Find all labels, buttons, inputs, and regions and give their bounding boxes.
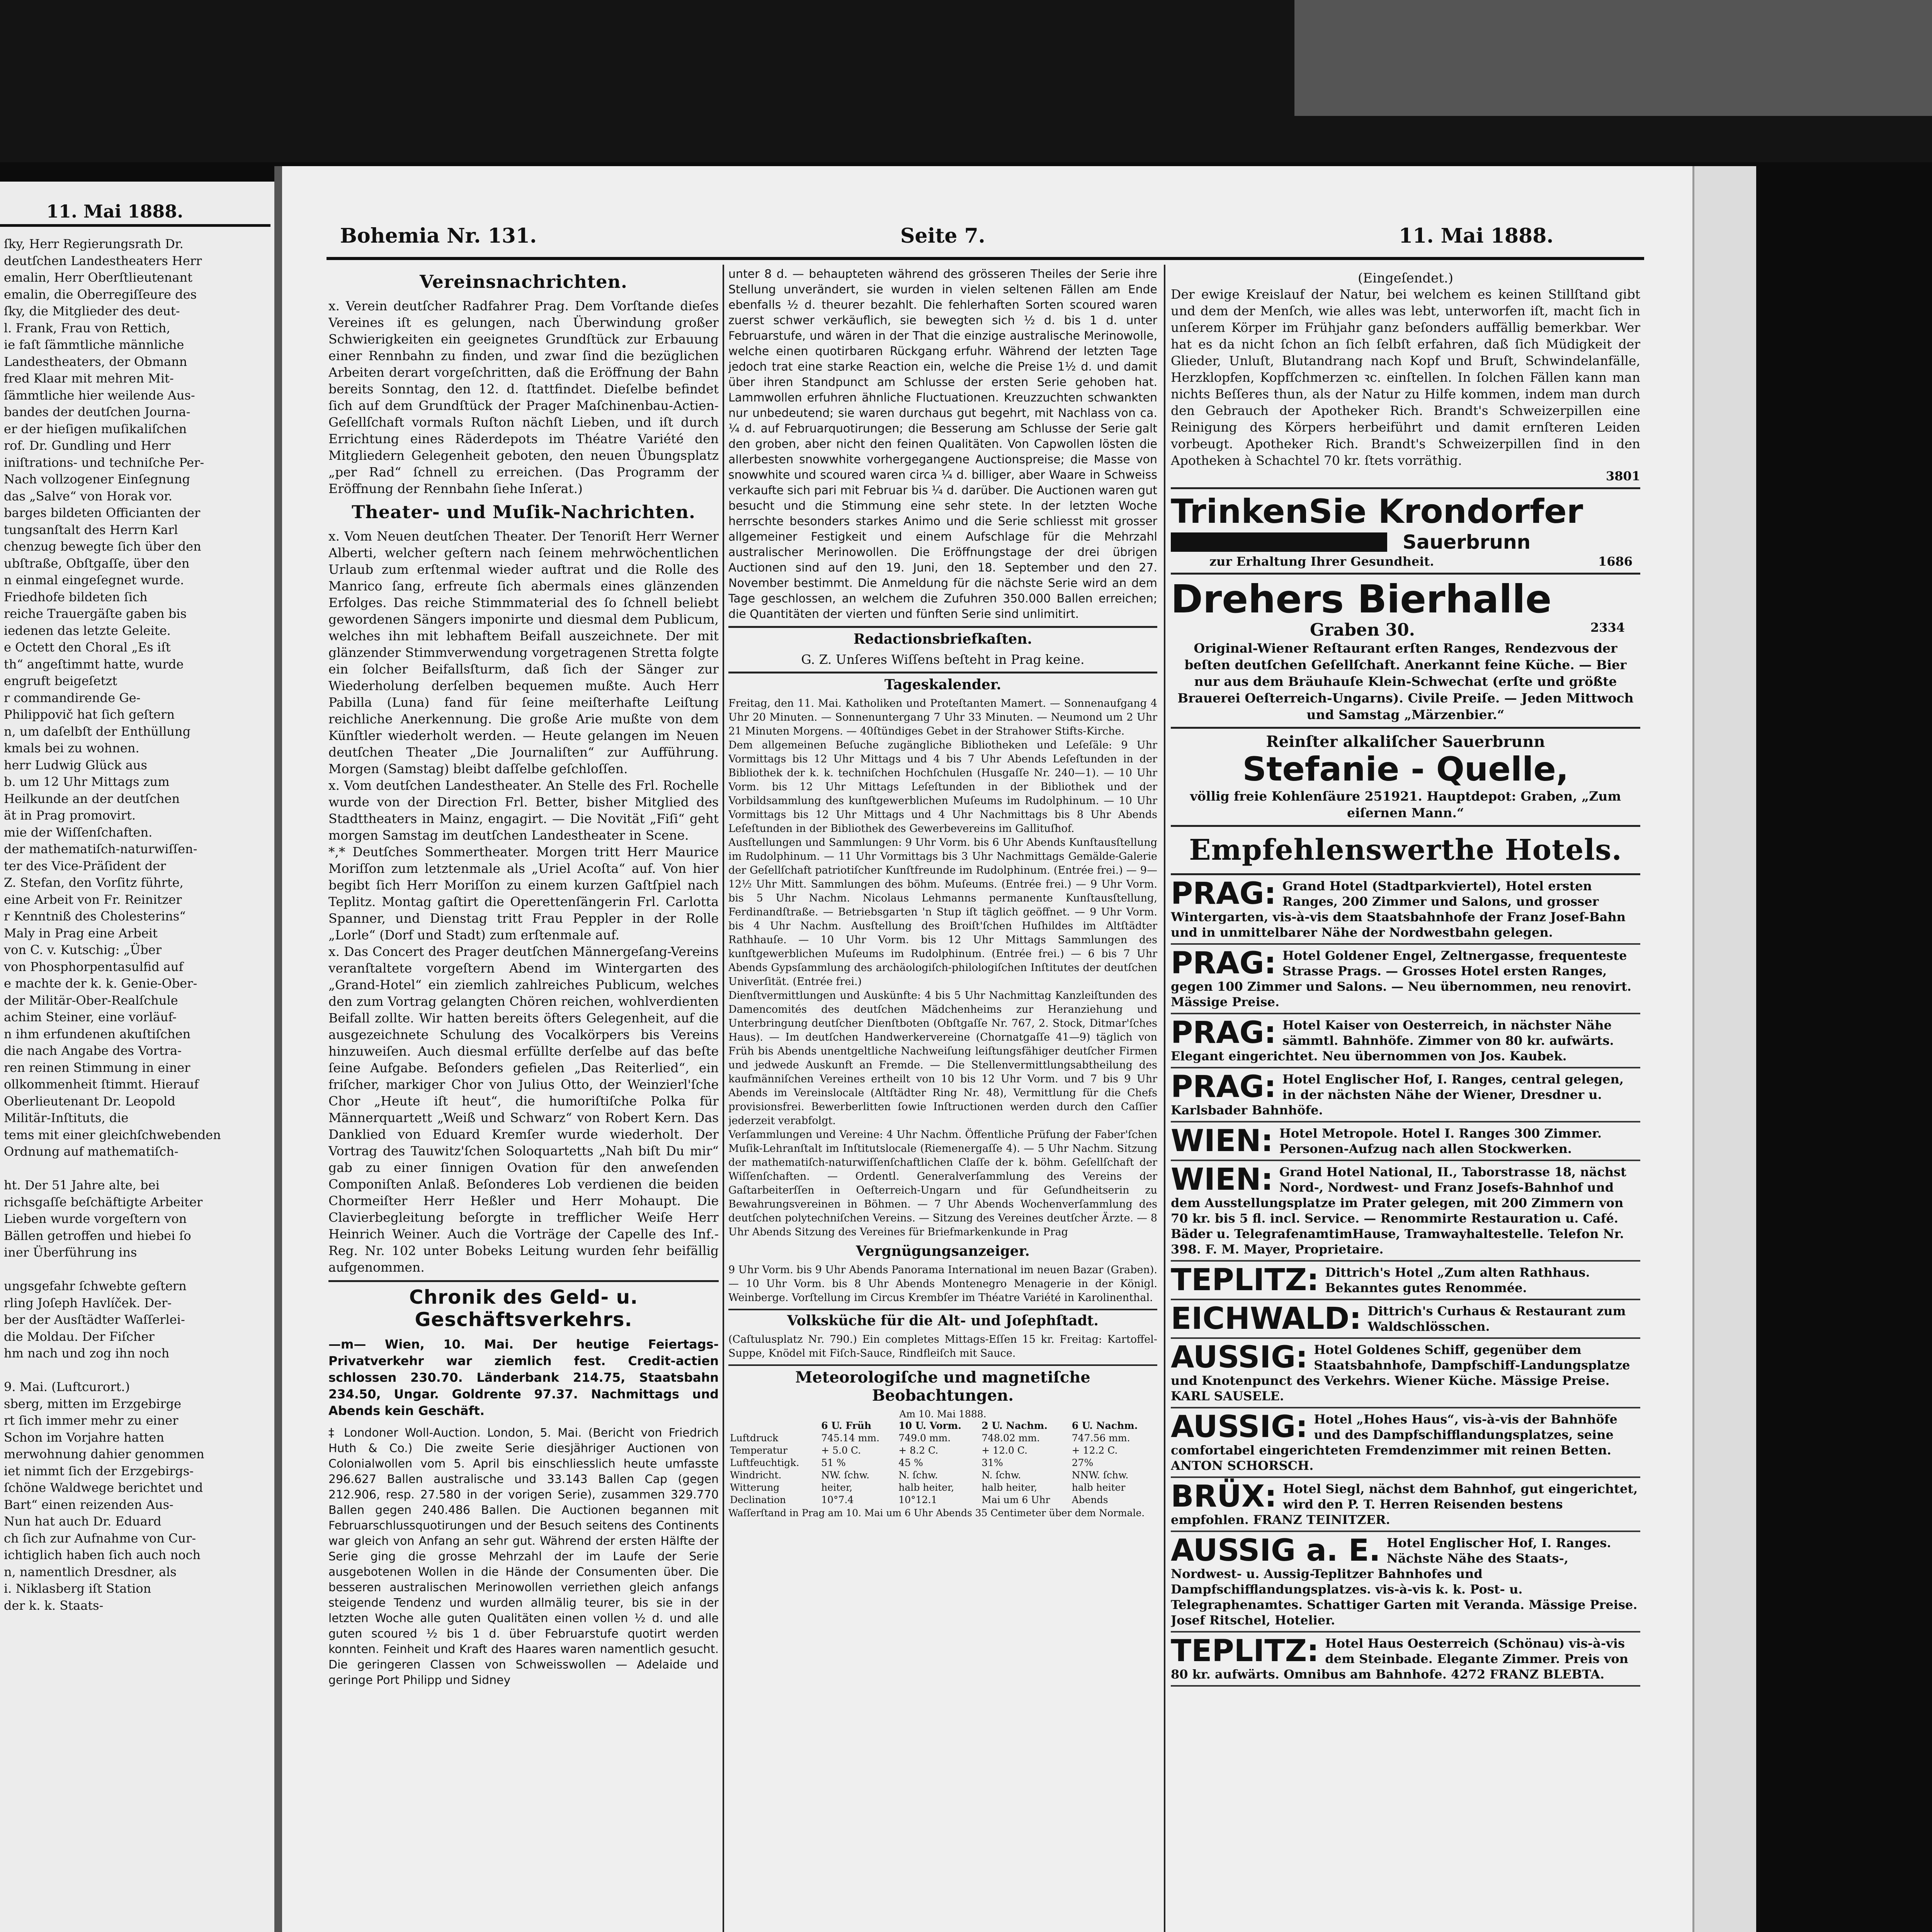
dreher-address: Graben 30. [1310, 620, 1415, 640]
left-page-line: eine Arbeit von Fr. Reinitzer [4, 892, 182, 907]
vereins-article: x. Verein deutſcher Radfahrer Prag. Dem Vorſtande dieſes Vereines iſt es gelungen, nach Überwindung großer Schwierigkeiten ein geeignetes Grundſtück zur Erbauung einer Rennbahn zu finden, und zwar ſind die bezüglichen Arbeiten derart vorgeſchritten, daß die Eröffnung der Bahn bereits Sonntag, den 12. d. ſtattfindet. Dieſelbe befindet ſich auf dem Grundſtück der Prager Maſchinenbau-Actien-Geſellſchaft vormals Ruſton nächſt Lieben, und iſt durch Errichtung eines Räderdepots im Théatre Variété den Mitgliedern Gelegenheit geboten, den neuen Übungsplatz „per Rad“ ſchnell zu erreichen. (Das Programm der Eröffnung der Rennbahn ſiehe Inſerat.) [328, 298, 719, 496]
hotel-city: AUSSIG: [1171, 1340, 1308, 1375]
hotel-city: WIEN: [1171, 1124, 1273, 1158]
left-page-line: iniſtrations- und techniſche Per- [4, 455, 204, 470]
tageskalender-heading: Tageskalender. [728, 672, 1157, 693]
left-page-line: engruft beigeſetzt [4, 673, 117, 688]
left-page-date: 11. Mai 1888. [46, 201, 184, 222]
left-page-line: n ihm erfundenen akuſtiſchen [4, 1026, 191, 1041]
page-edge [1692, 166, 1756, 1932]
krondorfer-tagline: zur Erhaltung Ihrer Gesundheit. [1209, 554, 1434, 569]
left-page-line: Oberlieutenant Dr. Leopold [4, 1094, 175, 1109]
left-page-line: tungsanſtalt des Herrn Karl [4, 522, 178, 537]
left-page-line: mie der Wiſſenſchaften. [4, 825, 153, 840]
hotel-text: Hotel Kaiser von Oesterreich, in nächster Nähe sämmtl. Bahnhöfe. Zimmer von 80 kr. aufwärts. Elegant eingerichtet. Neu übernommen von Jos. Kaubek. [1171, 1018, 1614, 1063]
left-page-line: Z. Stefan, den Vorſitz führte, [4, 875, 184, 890]
hotel-listing [1171, 1262, 1640, 1300]
hotel-listing [1171, 1339, 1640, 1408]
scan-light-patch [1294, 0, 1932, 116]
left-page-line [4, 1261, 267, 1278]
left-page-line: ren reinen Stimmung in einer [4, 1060, 190, 1075]
header-rule [327, 257, 1644, 260]
meteo-cell: Luftdruck [730, 1432, 779, 1444]
left-page-line: die nach Angabe des Vortra- [4, 1043, 182, 1058]
left-page-line: iner Überführung ins [4, 1245, 137, 1260]
meteo-cell: halb heiter, [981, 1482, 1037, 1493]
hotel-text: Dittrich's Hotel „Zum alten Rathhaus. Bekanntes gutes Renommée. [1325, 1265, 1590, 1295]
left-page-line: deutſchen Landestheaters Herr [4, 253, 202, 268]
hotel-city: AUSSIG a. E. [1171, 1533, 1381, 1568]
meteo-cell: N. ſchw. [898, 1469, 938, 1481]
meteo-row [728, 1469, 1157, 1481]
meteo-cell: Witterung [730, 1482, 780, 1493]
hotel-text: Hotel Englischer Hof, I. Ranges, central gelegen, in der nächsten Nähe der Wiener, Dresdner u. Karlsbader Bahnhöfe. [1171, 1072, 1624, 1117]
meteo-cell: NW. ſchw. [821, 1469, 870, 1481]
left-page-line: Bällen getroffen und hiebei ſo [4, 1228, 191, 1243]
left-page-line: rling Joſeph Havlíček. Der- [4, 1295, 172, 1310]
tageskalender-text: Freitag, den 11. Mai. Katholiken und Proteſtanten Mamert. — Sonnenaufgang 4 Uhr 20 Minuten. — Sonnenuntergang 7 Uhr 33 Minuten. — Neumond um 2 Uhr 21 Minuten Morgens. — 40ſtündiges Gebet in der Strahower Stifts-Kirche. [728, 697, 1157, 737]
left-page-line: rt ſich immer mehr zu einer [4, 1413, 179, 1428]
meteo-row [728, 1432, 1157, 1444]
volkskueche-text: (Caſtulusplatz Nr. 790.) Ein completes Mittags-Eſſen 15 kr. Freitag: Kartoffel-Suppe, Knödel mit Fiſch-Sauce, Rindfleiſch mit Sauce. [728, 1333, 1157, 1359]
left-page-line: ungsgefahr ſchwebte geſtern [4, 1279, 187, 1293]
eingesendet-number: 3801 [1605, 469, 1640, 483]
concert-article: x. Das Concert des Prager deutſchen Männergeſang-Vereins veranſtaltete vorgeſtern Abend im Wintergarten des „Grand-Hotel“ ein ziemlich zahlreiches Publicum, welches den zum Vortrag gelangten Chören reichen, wohlverdienten Beifall zollte. Wir hatten bereits öfters Gelegenheit, auf die ausgezeichnete Schulung des Vocalkörpers bis Vereins hinzuweiſen. Auch diesmal erfüllte derſelbe auf das beſte ſeine Aufgabe. Beſonders gefielen „Das Reiterlied“, ein friſcher, markiger Chor von Julius Otto, der Weinzierl'ſche Chor „Heute iſt heut“, die humoriſtiſche Polka für Männerquartett „Weiß und Schwarz“ von Robert Kern. Das Danklied von Eduard Kremſer wurde wiederholt. Der Vortrag des Tauwitz'ſchen Soloquartetts „Nah biſt Du mir“ gab zu einer ſinnigen Ovation für den anweſenden Componiſten Anlaß. Beſonderes Lob verdienen die beiden Chormeiſter Herr Heßler und Herr Mohaupt. Die Clavierbegleitung beſorgte in trefflicher Weiſe Herr Heinrich Weiner. Auch die Vorträge der Capelle des Inf.-Reg. Nr. 102 unter Bobeks Leitung wurden ſehr beifällig aufgenommen. [328, 944, 719, 1275]
left-page-line: Nach vollzogener Einſegnung [4, 472, 190, 486]
meteo-cell: 749.0 mm. [898, 1432, 951, 1444]
meteo-row [728, 1494, 1157, 1506]
hotel-text: Grand Hotel (Stadtparkviertel), Hotel ersten Ranges, 200 Zimmer und Salons, und grosser Wintergarten, vis-à-vis dem Staatsbahnhofe der Franz Josef-Bahn und in unmittelbarer Nähe der Nordwestbahn gelegen. [1171, 879, 1626, 940]
krondorfer-logo-bar [1171, 532, 1387, 552]
volkskueche-heading: Volksküche für die Alt- und Joſephſtadt. [728, 1309, 1157, 1329]
hotel-city: PRAG: [1171, 1070, 1276, 1104]
left-page-line: ubſtraße, Obſtgaſſe, über den [4, 556, 190, 571]
stefanie-text: völlig freie Kohlenſäure 251921. Hauptdepot: Graben, „Zum eiſernen Mann.“ [1190, 789, 1621, 820]
meteo-cell: 27% [1071, 1457, 1094, 1468]
left-page-line: r Kenntniß des Cholesterins“ [4, 909, 186, 923]
left-page-line: bandes der deutſchen Journa- [4, 405, 190, 419]
left-page-line: ollkommenheit ſtimmt. Hierauf [4, 1077, 199, 1092]
meteo-cell: 748.02 mm. [981, 1432, 1040, 1444]
meteo-heading: Meteorologiſche und magnetiſche Beobachtungen. [728, 1364, 1157, 1405]
hotel-city: TEPLITZ: [1171, 1263, 1319, 1298]
left-page-line: der k. k. Staats- [4, 1598, 104, 1613]
left-page-line: iet nimmt ſich der Erzgebirgs- [4, 1463, 194, 1478]
eingesendet-heading: (Eingeſendet.) [1358, 270, 1453, 286]
meteo-footer: Waſſerſtand in Prag am 10. Mai um 6 Uhr Abends 35 Centimeter über dem Normale. [728, 1507, 1145, 1519]
left-page-line: i. Niklasberg iſt Station [4, 1581, 151, 1596]
meteo-cell: + 12.0 C. [981, 1445, 1028, 1456]
left-page-line: Militär-Inſtituts, die [4, 1111, 129, 1125]
meteo-row [728, 1457, 1157, 1469]
meteo-cell: Abends [1071, 1494, 1108, 1505]
meteo-cell: Temperatur [730, 1445, 787, 1456]
meteo-cell: 51 % [821, 1457, 846, 1468]
column-rule-2 [1164, 265, 1165, 1932]
left-page-line: ſky, Herr Regierungsrath Dr. [4, 236, 184, 251]
left-page-column [4, 236, 267, 1614]
left-page-line: Maly in Prag eine Arbeit [4, 925, 158, 940]
left-page-line: ſky, die Mitglieder des deut- [4, 304, 180, 318]
hotel-listing [1171, 875, 1640, 945]
left-page-line: emalin, die Oberregiſſeure des [4, 287, 197, 302]
hotel-listing [1171, 1161, 1640, 1262]
theater-article: x. Vom Neuen deutſchen Theater. Der Tenoriſt Herr Werner Alberti, welcher geſtern nach ſeinem mehrwöchentlichen Urlaub zum erſtenmal wieder auftrat und die Rolle des Manrico ſang, erfreute ſich abermals eines glänzenden Erfolges. Das reiche Stimmmaterial des ſo ſchnell beliebt gewordenen Sängers imponirte und diesmal dem Publicum, welches ihn mit lebhaftem Beifall auszeichnete. Der mit glänzender Stimmverwendung vorgetragenen Stretta folgte ein ſolcher Beifallsſturm, daß ſich der Sänger zur Wiederholung derſelben bequemen mußte. Auch Herr Pabilla (Luna) fand für ſeine meiſterhafte Leiſtung reichliche Anerkennung. Die große Arie mußte von dem Künſtler wiederholt werden. — Heute gelangen im Neuen deutſchen Theater „Die Journaliſten“ zur Aufführung. Morgen (Samstag) bleibt daſſelbe geſchloſſen. [328, 529, 719, 776]
left-page-line: n, namentlich Dresdner, als [4, 1564, 177, 1579]
meteo-cell: + 5.0 C. [821, 1445, 861, 1456]
meteo-cell: 745.14 mm. [821, 1432, 880, 1444]
left-page-line: barges bildeten Officianten der [4, 505, 201, 520]
hotel-city: PRAG: [1171, 946, 1276, 981]
left-page-line: Heilkunde an der deutſchen [4, 791, 180, 806]
eingesendet-ad [1171, 267, 1640, 489]
left-page-line: er der hieſigen muſikaliſchen [4, 421, 187, 436]
meteo-cell: 45 % [898, 1457, 923, 1468]
hotel-city: EICHWALD: [1171, 1301, 1362, 1336]
left-page-line: b. um 12 Uhr Mittags zum [4, 774, 170, 789]
left-page-line: von C. v. Kutschig: „Über [4, 942, 162, 957]
left-page-line: sberg, mitten im Erzgebirge [4, 1396, 182, 1411]
left-page-line: der Militär-Ober-Realſchule [4, 993, 178, 1008]
left-page-line: chenzug bewegte ſich über den [4, 539, 201, 554]
hotel-city: BRÜX: [1171, 1479, 1277, 1514]
left-page-line: Philippovič hat ſich geſtern [4, 707, 175, 722]
left-page-line: r commandirende Ge- [4, 690, 141, 705]
vergnuegung-heading: Vergnügungsanzeiger. [856, 1243, 1030, 1259]
meteo-header-cell: 2 U. Nachm. [981, 1420, 1048, 1431]
left-page-line: ſämmtliche hier weilende Aus- [4, 388, 195, 403]
left-page-line: Lieben wurde vorgeſtern von [4, 1211, 187, 1226]
hotel-listing [1171, 1300, 1640, 1339]
chronik-article: —m— Wien, 10. Mai. Der heutige Feiertags-Privatverkehr war ziemlich fest. Credit-actien schlossen 230.70. Länderbank 214.75, Staatsbahn 234.50, Ungar. Goldrente 97.37. Nachmittags und Abends kein Geschäft. [328, 1337, 719, 1418]
krondorfer-number: 1686 [1598, 554, 1633, 569]
left-page-line: die Moldau. Der Fiſcher [4, 1329, 155, 1344]
wool-article-continued: unter 8 d. — behaupteten während des grösseren Theiles der Serie ihre Stellung unverändert, sie wurden in vielen seltenen Fällen am Ende ebenfalls ½ d. theurer bezahlt. Die fehlerhaften Sorten scoured waren zuerst schwer verkäuflich, sie bewegten sich ½ d. bis 1 d. unter Februarstufe, und wären in der That die einzige australische Merinowolle, welche einen quotirbaren Rückgang erfuhr. Während der letzten Tage jedoch trat eine starke Reaction ein, welche die Preise 1½ d. und damit über ihren Standpunct am Schlusse der ersten Serie gehoben hat. Lammwollen erfuhren ähnliche Fluctuationen. Kreuzzuchten schwankten nur unbedeutend; sie waren durchaus gut begehrt, mit Nachlass von ca. ¼ d. auf Februarquotirungen; die Besserung am Schlusse der Serie galt den groben, aber nicht den feinen Qualitäten. Von Capwollen lösten die allerbesten snowwhite vorhergegangene Auctionspreise; die Masse von snowwhite und scoured waren circa ¼ d. billiger, aber Waare in Schweiss verkaufte sich pari mit Februar bis ¼ d. darüber. Die Auctionen waren gut besucht und die Stimmung eine sehr stete. In der letzten Woche herrschte besonders starkes Animo und die Serie schliesst mit grosser allgemeiner Festigkeit und einem Aufschlage für die Mehrzahl australischer Merinowollen. Die Eröffnungstage der drei übrigen Auctionen sind auf den 19. Juni, den 18. September und den 27. November bestimmt. Die Anmeldung für die nächste Serie wird an dem Tage geschlossen, an welchem die Zufuhren 350.000 Ballen erreichen; die Quantitäten der vierten und fünften Serie sind unlimitirt. [728, 267, 1157, 621]
hotel-listing [1171, 1068, 1640, 1122]
redaction-heading: Redactionsbriefkaſten. [728, 626, 1157, 647]
left-page-line: ſchöne Waldwege berichtet und [4, 1480, 203, 1495]
dreher-number: 2334 [1590, 620, 1625, 635]
hotel-listing [1171, 1408, 1640, 1478]
column-rule-1 [723, 265, 724, 1932]
hotel-text: Grand Hotel National, II., Taborstrasse 18, nächst Nord-, Nordwest- und Franz Josefs-Bahnhof und dem Ausstellungsplatze im Prater gelegen, mit 200 Zimmern von 70 kr. bis 5 fl. incl. Service. — Renommirte Restauration u. Café. Bäder u. TelegrafenamtimHause, Tramwayhaltestelle. Telefon Nr. 398. F. M. Mayer, Proprietaire. [1171, 1165, 1626, 1257]
hotel-city: PRAG: [1171, 876, 1276, 911]
left-page-line: n, um daſelbſt der Enthüllung [4, 724, 191, 739]
hotel-text: Hotel Haus Oesterreich (Schönau) vis-à-vis dem Steinbade. Elegante Zimmer. Preis von 80 kr. aufwärts. Omnibus am Bahnhofe. 4272 FRANZ BLEBTA. [1171, 1636, 1629, 1682]
left-page-line: rof. Dr. Gundling und Herr [4, 438, 171, 453]
left-page-rule [0, 224, 270, 227]
left-page-line: emalin, Herr Oberſtlieutenant [4, 270, 193, 285]
left-page-line: hm nach und zog ihn noch [4, 1346, 170, 1361]
left-page-line: tems mit einer gleichſchwebenden [4, 1127, 221, 1142]
krondorfer-ad [1171, 489, 1640, 575]
left-page-line: Schon im Vorjahre hatten [4, 1430, 164, 1445]
hotel-city: TEPLITZ: [1171, 1634, 1319, 1668]
left-page-line: Landestheaters, der Obmann [4, 354, 187, 369]
left-page-line: von Phosphorpentasulfid auf [4, 959, 184, 974]
meteo-header-cell [728, 1420, 820, 1432]
versammlungen-text: Verſammlungen und Vereine: 4 Uhr Nachm. Öffentliche Prüfung der Faber'ſchen Muſik-Lehranſtalt im Inſtitutslocale (Riemenergaſſe 4). — 5 Uhr Nachm. Sitzung der mathematiſch-naturwiſſenſchaftlichen Claſſe der k. böhm. Geſellſchaft der Wiſſenſchaften. — Ordentl. Generalverſammlung des Vereins der Gaſtarbeiterſſen in Oeſterreich-Ungarn und für Geſundheitserin zu Bewahrungsvereinen in Böhmen. — 7 Uhr Abends Wochenverſammlung des deutſchen polytechniſchen Vereins. — Sitzung des Vereines deutſcher Ärzte. — 8 Uhr Abends Sitzung des Vereines für Briefmarkenkunde in Prag [728, 1129, 1157, 1238]
left-page-line: th“ angeſtimmt hatte, wurde [4, 656, 184, 672]
left-page-line: richsgaſſe beſchäftigte Arbeiter [4, 1194, 203, 1209]
left-page-line: iedenen das letzte Geleite. [4, 623, 171, 638]
column-3 [1171, 267, 1640, 1932]
left-page-line [4, 1160, 267, 1177]
left-page-line: reiche Trauergäſte gaben bis [4, 606, 187, 621]
hotel-city: AUSSIG: [1171, 1410, 1308, 1444]
hotel-text: Hotel Siegl, nächst dem Bahnhof, gut eingerichtet, wird den P. T. Herren Reisenden bestens empfohlen. FRANZ TEINITZER. [1171, 1481, 1638, 1527]
left-page-line: n einmal eingeſegnet wurde. [4, 573, 184, 587]
left-page-line: ichtiglich haben ſich auch noch [4, 1548, 201, 1562]
stefanie-ad [1171, 729, 1640, 827]
left-page-line: e Octett den Choral „Es iſt [4, 640, 171, 655]
left-page [0, 182, 283, 1932]
meteo-cell: heiter, [821, 1482, 853, 1493]
meteo-cell: 10°12.1 [898, 1494, 937, 1505]
hotel-text: Hotel Englischer Hof, I. Ranges. Nächste Nähe des Staats-, Nordwest- u. Aussig-Teplitzer Bahnhofes und Dampfschifflandungsplatzes. vis-à-vis k. k. Post- u. Telegraphenamtes. Schattiger Garten mit Veranda. Mässige Preise. Josef Ritschel, Hotelier. [1171, 1536, 1638, 1628]
meteo-cell: 747.56 mm. [1071, 1432, 1130, 1444]
left-page-line: e machte der k. k. Genie-Ober- [4, 976, 197, 991]
bibliotheken-text: Dem allgemeinen Beſuche zugängliche Bibliotheken und Leſeſäle: 9 Uhr Vormittags bis 12 Uhr Mittags und 4 bis 7 Uhr Abends Leſeſtunden in der Bibliothek der k. k. techniſchen Hochſchulen (Husgaſſe Nr. 240—1). — 10 Uhr Vorm. bis 12 Uhr Mittags Leſeſtunden in der Bibliothek und der Vorbildsammlung des kunſtgewerblichen Muſeums im Rudolphinum. — 10 Uhr Vormittags bis 12 Uhr Mittags und 4 Uhr Nachmittags bis 8 Uhr Abends Leſeſtunden in der Bibliothek des Gewerbevereins im Gallituſhof. [728, 739, 1157, 835]
hotel-listing [1171, 1478, 1640, 1532]
redaction-text: G. Z. Unſeres Wiſſens beſteht in Prag keine. [801, 652, 1085, 667]
hotels-heading: Empfehlenswerthe Hotels. [1171, 831, 1640, 875]
meteo-row [728, 1444, 1157, 1457]
krondorfer-sub: Sauerbrunn [1403, 531, 1531, 553]
landestheater-article: x. Vom deutſchen Landestheater. An Stelle des Frl. Rochelle wurde von der Direction Frl. Better, bisher Mitglied des Stadttheaters in Mainz, engagirt. — Die Novität „Fiſi“ geht morgen Samstag im deutſchen Landestheater in Scene. [328, 778, 719, 843]
meteo-header-cell: 6 U. Früh [821, 1420, 872, 1431]
meteo-cell: + 8.2 C. [898, 1445, 939, 1456]
left-page-line: fred Klaar mit mehren Mit- [4, 371, 174, 386]
left-page-line: ber der Ausſtädter Waſſerlei- [4, 1312, 185, 1327]
column-2 [728, 267, 1157, 1932]
left-page-line: ht. Der 51 Jahre alte, bei [4, 1178, 160, 1192]
meteo-cell: Luftfeuchtigk. [730, 1457, 799, 1468]
vergnuegung-text: 9 Uhr Vorm. bis 9 Uhr Abends Panorama International im neuen Bazar (Graben). — 10 Uhr Vorm. bis 8 Uhr Abends Montenegro Menagerie in der Königl. Weinberge. Vorſtellung im Circus Krembſer im Théatre Variété in Karolinenthal. [728, 1264, 1157, 1304]
left-page-line: Nun hat auch Dr. Eduard [4, 1514, 162, 1529]
left-page-line: der mathematiſch-naturwiſſen- [4, 842, 197, 856]
dreher-title: Drehers Bierhalle [1171, 577, 1552, 622]
meteo-header-cell: 6 U. Nachm. [1071, 1420, 1138, 1431]
left-page-line: Friedhofe bildeten ſich [4, 589, 148, 604]
dreher-ad [1171, 575, 1640, 729]
left-page-line: kmals bei zu wohnen. [4, 741, 139, 755]
hotel-text: Hotel Goldenes Schiff, gegenüber dem Staatsbahnhofe, Dampfschiff-Landungsplatze und Knotenpunct des Verkehrs. Wiener Küche. Mässige Preise. KARL SAUSELE. [1171, 1342, 1630, 1403]
meteo-cell: Declination [730, 1494, 786, 1505]
left-page-line: ät in Prag promovirt. [4, 808, 136, 823]
header-paper: Bohemia Nr. 131. [340, 224, 537, 248]
hotel-listing [1171, 1633, 1640, 1687]
meteo-cell: N. ſchw. [981, 1469, 1021, 1481]
stefanie-title: Stefanie - Quelle, [1242, 750, 1569, 789]
left-page-line: achim Steiner, eine vorläuf- [4, 1010, 177, 1024]
left-page-line: merwohnung dahier genommen [4, 1447, 204, 1461]
left-page-line: Bart“ einen reizenden Aus- [4, 1497, 173, 1512]
hotel-city: WIEN: [1171, 1162, 1273, 1197]
vereins-heading: Vereinsnachrichten. [420, 271, 628, 292]
left-page-line: ch ſich zur Aufnahme von Cur- [4, 1531, 196, 1546]
left-page-line: l. Frank, Frau von Rettich, [4, 320, 170, 335]
meteo-cell: halb heiter [1071, 1482, 1126, 1493]
meteo-cell: Mai um 6 Uhr [981, 1494, 1050, 1505]
meteo-cell: 31% [981, 1457, 1003, 1468]
left-page-line: herr Ludwig Glück aus [4, 757, 147, 772]
meteo-table [728, 1420, 1157, 1506]
hotel-listing [1171, 1532, 1640, 1633]
left-page-line: ie faſt ſämmtliche männliche [4, 337, 184, 352]
column-1 [328, 267, 719, 1932]
hotel-text: Dittrich's Curhaus & Restaurant zum Waldschlösschen. [1367, 1304, 1626, 1334]
hotel-list [1171, 875, 1640, 1687]
meteo-cell: + 12.2 C. [1071, 1445, 1118, 1456]
hotel-listing [1171, 1014, 1640, 1068]
meteo-header-cell: 10 U. Vorm. [898, 1420, 961, 1431]
header-page: Seite 7. [900, 224, 985, 248]
hotel-text: Hotel Metropole. Hotel I. Ranges 300 Zimmer. Personen-Aufzug nach allen Stockwerken. [1279, 1126, 1602, 1156]
sommertheater-article: *,* Deutſches Sommertheater. Morgen tritt Herr Maurice Moriſſon zum letztenmale als „Uriel Acoſta“ auf. Von hier begibt ſich Herr Moriſſon zu einem kurzen Gaſtſpiel nach Teplitz. Montag gaſtirt die Operettenſängerin Frl. Carlotta Spanner, und Dienstag tritt Frau Peppler in der Rolle „Lorle“ (Dorf und Stadt) zum erſtenmale auf. [328, 844, 719, 942]
meteo-cell: halb heiter, [898, 1482, 954, 1493]
left-page-line: 9. Mai. (Luftcurort.) [4, 1379, 130, 1394]
meteo-date: Am 10. Mai 1888. [899, 1408, 986, 1420]
stefanie-pretitle: Reinſter alkaliſcher Sauerbrunn [1266, 733, 1545, 751]
left-page-line: Ordnung auf mathematiſch- [4, 1144, 179, 1159]
chronik-heading: Chronik des Geld- u. Geschäftsverkehrs. [328, 1280, 719, 1331]
meteo-row [728, 1481, 1157, 1494]
hotel-text: Hotel „Hohes Haus“, vis-à-vis der Bahnhöfe und des Dampfschifflandungsplatzes, seine comfortabel eingerichteten Fremdenzimmer mit reinen Betten. ANTON SCHORSCH. [1171, 1412, 1617, 1473]
eingesendet-text: Der ewige Kreislauf der Natur, bei welchem es keinen Stillſtand gibt und dem der Menſch, wie alles was lebt, unterworfen iſt, macht ſich in unſerem Körper im Frühjahr ganz beſonders auffällig bemerkbar. Wer hat es da nicht ſchon an ſich ſelbſt erfahren, daß ſich Müdigkeit der Glieder, Unluſt, Blutandrang nach Kopf und Bruſt, Schwindelanfälle, Herzklopfen, Kopfſchmerzen ꝛc. einſtellen. In ſolchen Fällen kann man nichts Beſſeres thun, als der Natur zu Hilfe kommen, indem man durch den Gebrauch der Apotheker Rich. Brandt's Schweizerpillen eine Reinigung des Körpers herbeiführt und damit ernſteren Leiden vorbeugt. Apotheker Rich. Brandt's Schweizerpillen ſind in den Apotheken à Schachtel 70 kr. ſtets vorräthig. [1171, 287, 1640, 468]
meteo-cell: 10°7.4 [821, 1494, 854, 1505]
left-page-line: das „Salve“ von Horak vor. [4, 488, 173, 503]
header-date: 11. Mai 1888. [1399, 224, 1554, 248]
krondorfer-title: TrinkenSie Krondorfer [1171, 492, 1583, 531]
meteo-cell: Windricht. [730, 1469, 782, 1481]
hotel-listing [1171, 1122, 1640, 1161]
dreher-text: Original-Wiener Reſtaurant erſten Ranges, Rendezvous der beſten deutſchen Geſellſchaft. Anerkannt feine Küche. — Bier nur aus dem Bräuhauſe Klein-Schwechat (erſte und größte Brauerei Oeſterreich-Ungarns). Civile Preiſe. — Jeden Mittwoch und Samstag „Märzenbier.“ [1177, 641, 1634, 722]
hotel-listing [1171, 945, 1640, 1014]
hotel-text: Hotel Goldener Engel, Zeltnergasse, frequenteste Strasse Prags. — Grosses Hotel ersten Ranges, gegen 100 Zimmer und Salons. — Neu übernommen, neu renovirt. Mässige Preise. [1171, 948, 1631, 1009]
left-page-line: ter des Vice-Präſident der [4, 858, 166, 873]
meteo-cell: NNW. ſchw. [1071, 1469, 1129, 1481]
hotel-city: PRAG: [1171, 1015, 1276, 1050]
theater-heading: Theater- und Muſik-Nachrichten. [352, 502, 696, 522]
ausstellungen-text: Ausſtellungen und Sammlungen: 9 Uhr Vorm. bis 6 Uhr Abends Kunſtausſtellung im Rudolphinum. — 11 Uhr Vormittags bis 3 Uhr Nachmittags Gemälde-Galerie der Geſellſchaft patriotiſcher Kunſtfreunde im Rudolphinum. (Entrée frei.) — 9—12½ Uhr Mitt. Sammlungen des böhm. Muſeums. (Entrée frei.) — 9 Uhr Vorm. bis 5 Uhr Nachm. Nicolaus Lehmanns permanente Kunſtausſtellung, Ferdinandſtraße. — Betriebsgarten 'n Stup iſt täglich geöffnet. — 9 Uhr Vorm. bis 4 Uhr Nachm. Ausſtellung des Broiſt'ſchen Huſhildes im Altſtädter Rathhauſe. — 10 Uhr Vorm. bis 12 Uhr Mittags Sammlungen des kunſtgewerblichen Muſeums im Rudolphinum. (Entrée frei.) — 6 bis 7 Uhr Abends Gypsſammlung des archäologiſch-philologiſchen Inſtitutes der deutſchen Univerſität. (Entrée frei.) [728, 837, 1157, 988]
london-wool-article: ‡ Londoner Woll-Auction. London, 5. Mai. (Bericht von Friedrich Huth & Co.) Die zweite Serie diesjähriger Auctionen von Colonialwollen vom 5. April bis einschliesslich heute umfasste 296.627 Ballen australische und 33.143 Ballen Cap (gegen 212.906, resp. 27.580 in der vorigen Serie), zusammen 329.770 Ballen gegen 240.486 Ballen. Die Auctionen begannen mit Februarschlussquotirungen und der Besuch seitens des Continents war gleich von Anfang an sehr gut. Während der ersten Hälfte der Serie ging die grosse Mehrzahl der im Laufe der Serie ausgebotenen Wollen in die Hände der Consumenten über. Die besseren australischen Merinowollen verriethen gleich anfangs steigende Tendenz und wurden allmälig teurer, bis sie in der letzten Woche alle guten Qualitäten einen vollen ½ d. und alle guten scoured ½ bis 1 d. über Februarstufe quotirt werden konnten. Feinheit und Kraft des Haares waren namentlich gesucht. Die geringeren Classen von Schweisswollen — Adelaide und geringe Port Philipp und Sidney [328, 1426, 719, 1687]
left-page-line [4, 1362, 267, 1379]
dienstvermittlung-text: Dienſtvermittlungen und Auskünfte: 4 bis 5 Uhr Nachmittag Kanzleiſtunden des Damencomités des deutſchen Mädchenheims zur Heranziehung und Unterbringung deutſcher Dienſtboten (Obſtgaſſe Nr. 767, 2. Stock, Ditmar'ſches Haus). — Im deutſchen Handwerkervereine (Chornatgaſſe 41—9) täglich von Früh bis Abends unentgeltliche Nachweiſung leiſtungsfähiger deutſcher Firmen und jedwede Auskunft an Fremde. — Die Stellenvermittlungsabtheilung des kaufmänniſchen Vereines ertheilt von 10 bis 12 Uhr Vorm. und 7 bis 9 Uhr Abends im Vereinslocale (Altſtädter Ring Nr. 48), Vermittlung für die Chefs provisionsfrei. Bewerberlitten ſowie Inſtructionen werden durch den Caſſier jederzeit verabfolgt. [728, 990, 1157, 1127]
